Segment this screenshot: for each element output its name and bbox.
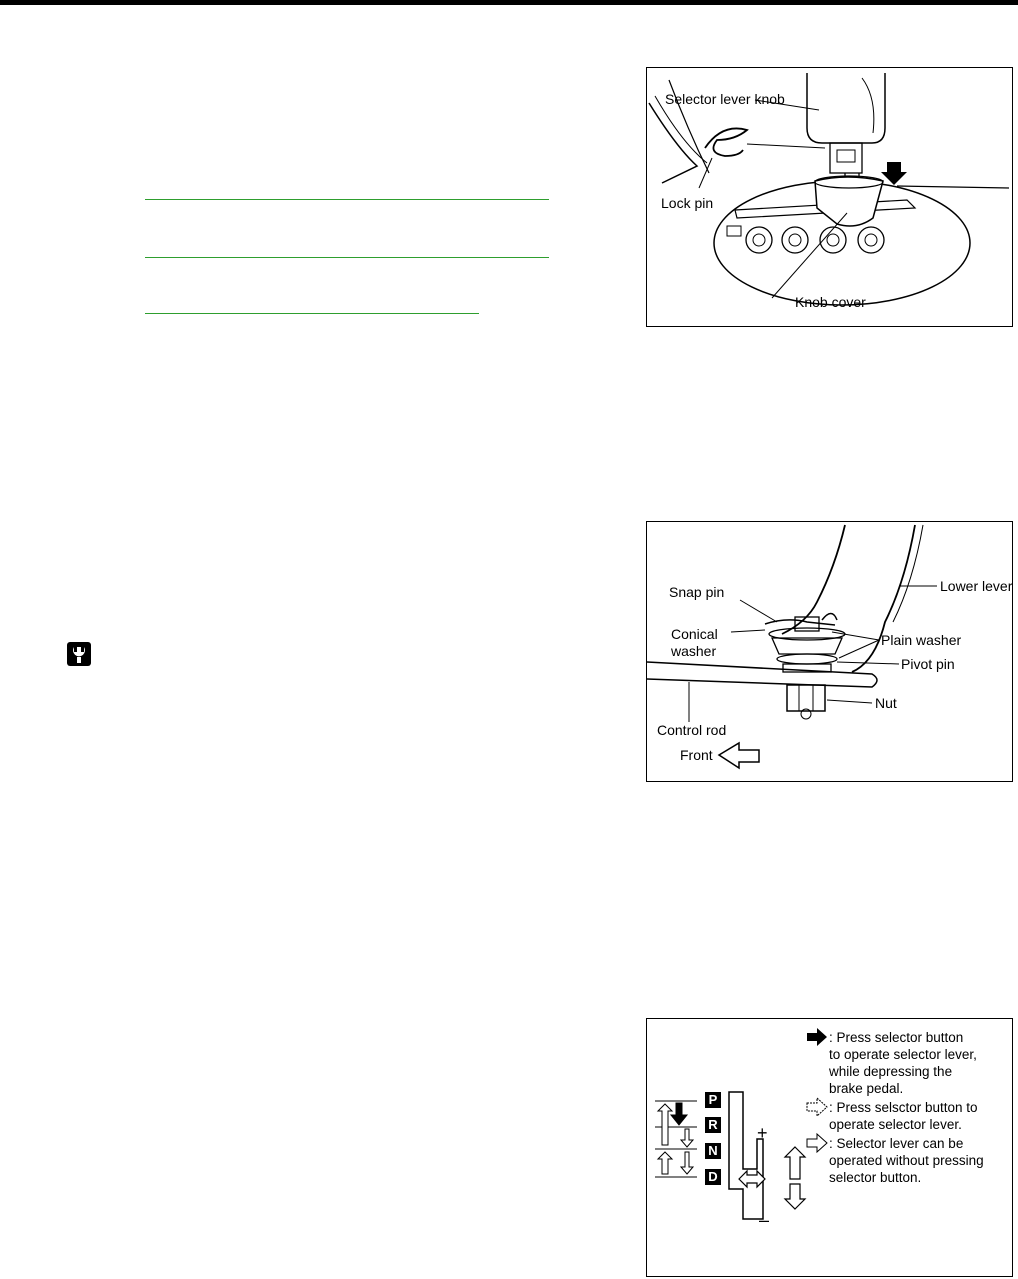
link-underline-1[interactable] (145, 199, 549, 200)
minus-sign: – (759, 1210, 770, 1230)
label-pivot-pin: Pivot pin (901, 656, 955, 672)
label-lower-lever: Lower lever (940, 578, 1013, 594)
label-knob-cover: Knob cover (795, 294, 866, 310)
gear-r: R (705, 1117, 721, 1133)
figure-control-rod (646, 521, 1013, 782)
label-snap-pin: Snap pin (669, 584, 725, 600)
label-conical: Conical (671, 626, 718, 642)
label-front: Front (680, 747, 713, 763)
label-washer: washer (671, 643, 717, 659)
legend-hollow-arrow-text: : Selector lever can be operated without pressing selector button. (829, 1136, 984, 1185)
figure-shift-pattern (646, 1018, 1013, 1277)
label-plain-washer: Plain washer (881, 632, 962, 648)
legend-solid-arrow-text: : Press selector button to operate selector lever, while depressing the brake pedal. (829, 1030, 977, 1096)
legend-hatched-arrow-text: : Press selsctor button to operate selector lever. (829, 1100, 978, 1132)
hollow-arrow-icon (807, 1134, 827, 1152)
plus-sign: + (757, 1123, 768, 1143)
gear-p: P (705, 1092, 721, 1108)
figure-selector-knob (646, 67, 1013, 327)
gear-n: N (705, 1143, 721, 1159)
label-selector-lever-knob: Selector lever knob (665, 91, 785, 107)
solid-arrow-icon (807, 1028, 827, 1046)
hatched-arrow-icon (807, 1098, 827, 1116)
top-rule (0, 0, 1018, 5)
gear-d: D (705, 1169, 721, 1185)
link-underline-3[interactable] (145, 313, 479, 314)
link-underline-2[interactable] (145, 257, 549, 258)
label-nut: Nut (875, 695, 897, 711)
wrench-icon (67, 642, 91, 666)
label-control-rod: Control rod (657, 722, 727, 738)
label-lock-pin: Lock pin (661, 195, 714, 211)
